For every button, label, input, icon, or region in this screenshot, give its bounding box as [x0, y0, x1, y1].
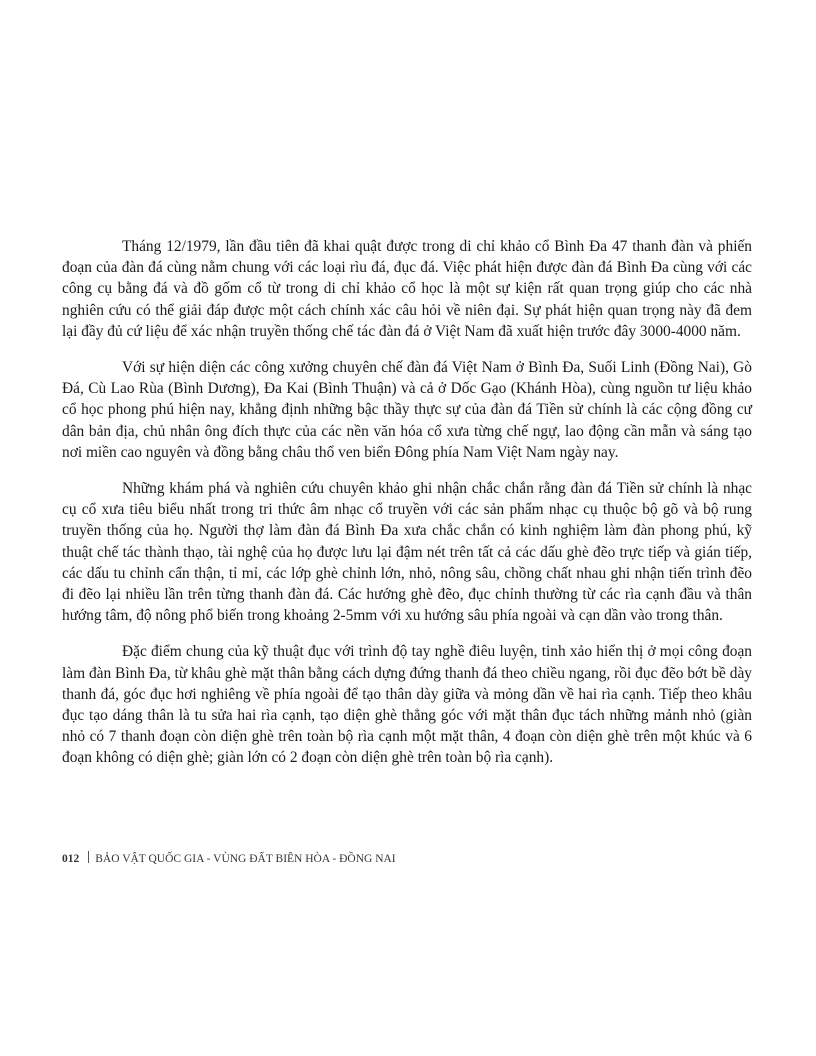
- paragraph-2: Với sự hiện diện các công xưởng chuyên chế đàn đá Việt Nam ở Bình Đa, Suối Linh (Đồng Nai), Gò Đá, Cù Lao Rùa (Bình Dương), Đa Kai (Bình Thuận) và cả ở Dốc Gạo (Khánh Hòa), cùng nguồn tư liệu khảo cổ học phong phú hiện nay, khẳng định những bậc thầy thực sự của đàn đá Tiền sử chính là các cộng đồng cư dân bản địa, chủ nhân ông đích thực của các nền văn hóa cổ xưa từng chế ngự, lao động cần mẫn và sáng tạo nơi miền cao nguyên và đồng bằng châu thổ ven biển Đông phía Nam Việt Nam ngày nay.: [62, 359, 752, 461]
- paragraph-1: Tháng 12/1979, lần đầu tiên đã khai quật được trong di chỉ khảo cổ Bình Đa 47 thanh đàn và phiến đoạn của đàn đá cùng nằm chung với các loại rìu đá, đục đá. Việc phát hiện được đàn đá Bình Đa cùng với các công cụ bằng đá và đồ gốm cổ từ trong di chỉ khảo cổ học là một sự kiện rất quan trọng giúp cho các nhà nghiên cứu có thể giải đáp được một cách chính xác câu hỏi về niên đại. Sự phát hiện quan trọng này đã đem lại đầy đủ cứ liệu để xác nhận truyền thống chế tác đàn đá ở Việt Nam đã xuất hiện trước đây 3000-4000 năm.: [62, 238, 752, 340]
- footer-separator: [88, 851, 89, 863]
- page-footer: [62, 851, 396, 866]
- paragraph-3: Những khám phá và nghiên cứu chuyên khảo ghi nhận chắc chắn rằng đàn đá Tiền sử chính là nhạc cụ cổ xưa tiêu biểu nhất trong tri thức âm nhạc cổ truyền với các sản phẩm nhạc cụ thuộc bộ gõ và bộ rung truyền thống của họ. Người thợ làm đàn đá Bình Đa xưa chắc chắn có kinh nghiệm làm đàn phong phú, kỹ thuật chế tác thành thạo, tài nghệ của họ được lưu lại đậm nét trên tất cả các dấu ghè đẽo trực tiếp và gián tiếp, các dấu tu chỉnh cẩn thận, tỉ mỉ, các lớp ghè chỉnh lớn, nhỏ, nông sâu, chồng chất nhau ghi nhận tiến trình đẽo đi đẽo lại nhiều lần trên từng thanh đàn đá. Các hướng ghè đẽo, đục chỉnh thường từ các rìa cạnh đầu và thân hướng tâm, độ nông phổ biến trong khoảng 2-5mm với xu hướng sâu phía ngoài và cạn dần vào trong thân.: [62, 480, 752, 625]
- page-number: 012: [62, 853, 80, 865]
- paragraph-4: Đặc điểm chung của kỹ thuật đục với trình độ tay nghề điêu luyện, tinh xảo hiển thị ở mọi công đoạn làm đàn Bình Đa, từ khâu ghè mặt thân bằng cách dựng đứng thanh đá theo chiều ngang, rồi đục đẽo bớt bề dày thanh đá, góc đục hơi nghiêng về phía ngoài để tạo thân dày giữa và mỏng dần về hai rìa cạnh. Tiếp theo khâu đục tạo dáng thân là tu sửa hai rìa cạnh, tạo diện ghè thẳng góc với mặt thân đục tách những mảnh nhỏ (giàn nhỏ có 7 thanh đoạn còn diện ghè trên toàn bộ rìa cạnh một mặt thân, 4 đoạn còn diện ghè trên một khúc và 6 đoạn không có diện ghè; giàn lớn có 2 đoạn còn diện ghè trên toàn bộ rìa cạnh).: [62, 643, 752, 767]
- document-body: [62, 236, 752, 784]
- running-title: BẢO VẬT QUỐC GIA - VÙNG ĐẤT BIÊN HÒA - ĐỒNG NAI: [95, 853, 396, 865]
